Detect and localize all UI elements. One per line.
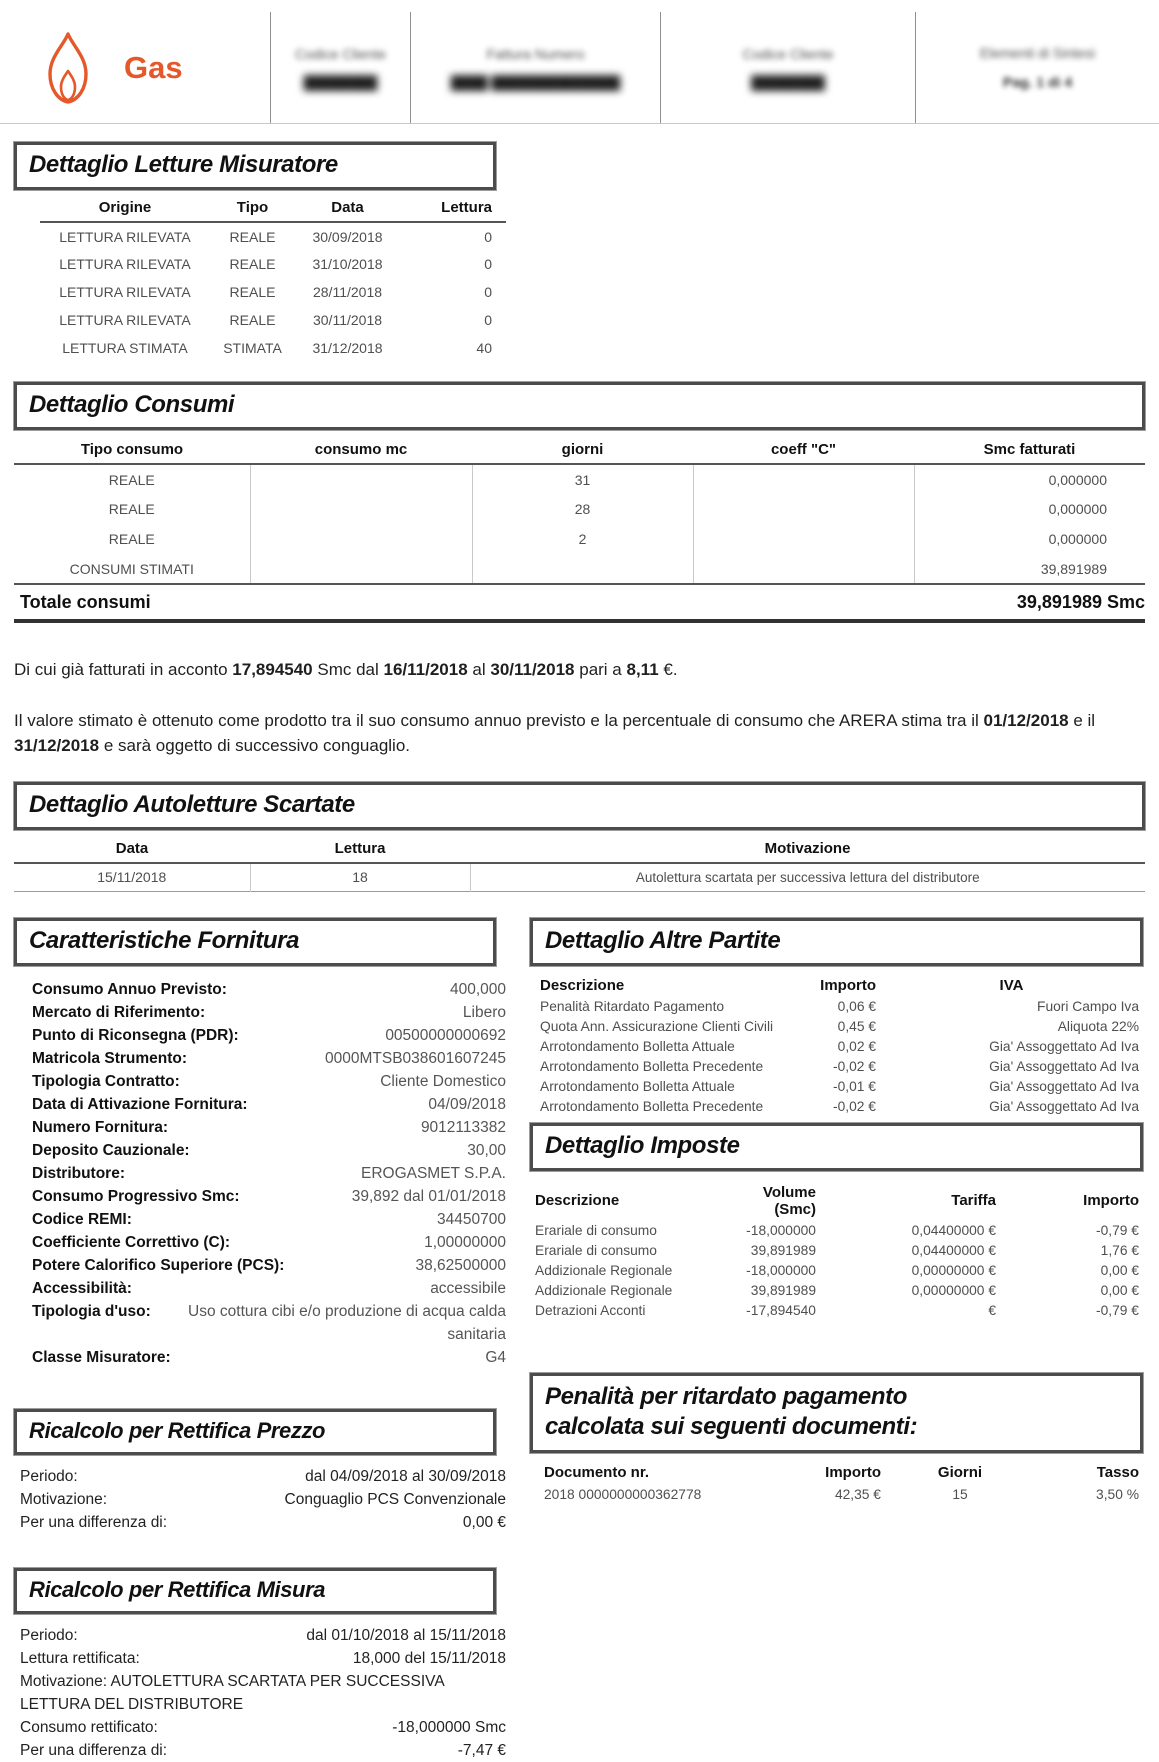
- col-data: Data: [14, 835, 250, 863]
- attribute-label: Consumo Progressivo Smc:: [32, 1187, 240, 1205]
- altre-partite-row: [530, 997, 1143, 1017]
- field-value-redacted: ████ ██████████████: [450, 74, 621, 90]
- cell-tipo: REALE: [229, 228, 276, 245]
- cell-lettura: 0: [484, 312, 492, 328]
- cell-descrizione: Addizionale Regionale: [535, 1283, 673, 1298]
- attribute-label: Mercato di Riferimento:: [32, 1003, 206, 1021]
- attribute-value: Uso cottura cibi e/o produzione di acqua calda sanitaria: [188, 1302, 506, 1343]
- note-stima: [14, 708, 1145, 758]
- supply-attribute-row: [14, 1116, 506, 1139]
- note-text-part: 31/12/2018: [14, 736, 100, 755]
- cell-volume-smc: 39,891989: [750, 1283, 816, 1298]
- gas-bill-page: [0, 12, 1159, 1760]
- rettifica-label: Periodo:: [20, 1626, 78, 1644]
- cell-descrizione: Erariale di consumo: [535, 1223, 657, 1238]
- cell-origine: LETTURA RILEVATA: [59, 256, 191, 272]
- cell-giorni: [472, 554, 693, 584]
- note-text-part: al: [467, 660, 491, 679]
- cell-lettura: 40: [476, 340, 492, 356]
- note-text-part: Di cui già fatturati in acconto: [14, 660, 233, 679]
- penalita-title-line2: calcolata sui seguenti documenti:: [545, 1412, 918, 1440]
- attribute-value: 9012113382: [420, 1118, 506, 1136]
- rettifica-label: Motivazione: AUTOLETTURA SCARTATA PER SUCCESSIVA LETTURA DEL DISTRIBUTORE: [20, 1672, 444, 1713]
- cell-importo: 0,00 €: [1100, 1263, 1139, 1278]
- col-origine: Origine: [40, 194, 210, 222]
- cell-coeff-c: [693, 494, 914, 524]
- cell-tipo: REALE: [229, 312, 276, 328]
- cell-tariffa: 0,04400000 €: [911, 1223, 996, 1238]
- note-text-part: €.: [658, 660, 678, 679]
- cell-tariffa: 0,04400000 €: [911, 1243, 996, 1258]
- cell-iva: Fuori Campo Iva: [1037, 999, 1139, 1014]
- supply-attribute-row: [14, 1162, 506, 1185]
- cell-data: 30/09/2018: [312, 228, 383, 245]
- cell-consumo-mc: [250, 464, 472, 494]
- attribute-label: Potere Calorifico Superiore (PCS):: [32, 1256, 285, 1274]
- col-importo: Importo: [1083, 1192, 1139, 1209]
- altre-partite-row: [530, 1037, 1143, 1057]
- altre-partite-row: [530, 1097, 1143, 1117]
- rettifica-value: dal 04/09/2018 al 30/09/2018: [305, 1467, 506, 1485]
- attribute-value: 39,892 dal 01/01/2018: [351, 1187, 506, 1205]
- cell-coeff-c: [693, 464, 914, 494]
- section-title-altre-partite: Dettaglio Altre Partite: [530, 918, 1143, 966]
- penalita-header-row: [530, 1461, 1143, 1484]
- gas-flame-icon: [42, 30, 94, 106]
- section-title-rettifica-misura: Ricalcolo per Rettifica Misura: [14, 1568, 496, 1614]
- supply-attribute-row: [14, 1346, 506, 1369]
- rettifica-label: Per una differenza di:: [20, 1741, 168, 1759]
- rettifica-label: Lettura rettificata:: [20, 1649, 140, 1667]
- field-label-redacted: Codice Cliente: [742, 45, 834, 62]
- col-importo: Importo: [820, 976, 876, 994]
- cell-data: 28/11/2018: [312, 284, 383, 300]
- cell-smc-fatturati: 0,000000: [914, 494, 1145, 524]
- penalita-table: [530, 1461, 1143, 1505]
- cell-giorni: 28: [472, 494, 693, 524]
- cell-tariffa: 0,00000000 €: [911, 1283, 996, 1298]
- col-motivazione: Motivazione: [470, 835, 1145, 863]
- cell-tipo-consumo: CONSUMI STIMATI: [69, 560, 194, 577]
- cell-importo: 0,45 €: [837, 1019, 876, 1034]
- altre-partite-row: [530, 1057, 1143, 1077]
- attribute-value: 30,00: [467, 1141, 506, 1159]
- note-text-part: 01/12/2018: [983, 711, 1069, 730]
- rettifica-label: Motivazione:: [20, 1490, 108, 1508]
- attribute-value: G4: [485, 1348, 506, 1366]
- imposte-row: [530, 1301, 1143, 1321]
- cell-lettura: 0: [484, 256, 492, 272]
- penalita-title-line1: Penalità per ritardato pagamento: [545, 1382, 907, 1410]
- cell-importo: 0,06 €: [837, 999, 876, 1014]
- consumi-row: [14, 554, 1145, 584]
- cell-descrizione: Erariale di consumo: [535, 1243, 657, 1258]
- cell-tipo-consumo: REALE: [108, 531, 155, 547]
- section-title-letture: Dettaglio Letture Misuratore: [14, 142, 496, 190]
- note-text-part: pari a: [574, 660, 627, 679]
- letture-row: [40, 222, 506, 250]
- cell-tariffa: €: [988, 1303, 996, 1318]
- supply-attribute-row: [14, 1185, 506, 1208]
- page-indicator: Pag. 1 di 4: [1002, 74, 1073, 90]
- letture-table: [40, 194, 506, 362]
- supply-attribute-row: [14, 1231, 506, 1254]
- cell-origine: LETTURA RILEVATA: [59, 284, 191, 300]
- section-letture-misuratore: [0, 142, 1159, 362]
- cell-giorni: 31: [472, 464, 693, 494]
- attribute-value: 1,00000000: [424, 1233, 506, 1251]
- attribute-value: Cliente Domestico: [380, 1072, 506, 1090]
- supply-attribute-row: [14, 1001, 506, 1024]
- section-title-imposte: Dettaglio Imposte: [530, 1123, 1143, 1171]
- note-text-part: 8,11: [626, 660, 659, 679]
- supply-attribute-row: [14, 978, 506, 1001]
- supply-attribute-row: [14, 1208, 506, 1231]
- rettifica-label: Periodo:: [20, 1467, 78, 1485]
- rettifica-row: [14, 1670, 506, 1716]
- col-descrizione: Descrizione: [535, 1192, 620, 1209]
- cell-consumo-mc: [250, 524, 472, 554]
- cell-smc-fatturati: 0,000000: [914, 464, 1145, 494]
- cell-volume-smc: -18,000000: [746, 1263, 816, 1278]
- imposte-row: [530, 1261, 1143, 1281]
- summary-label-redacted: Elementi di Sintesi: [979, 45, 1096, 61]
- bill-header: [0, 12, 1159, 124]
- cell-tipo: REALE: [229, 284, 276, 300]
- col-giorni: giorni: [472, 436, 693, 464]
- attribute-value: 04/09/2018: [428, 1095, 506, 1113]
- attribute-value: 38,62500000: [415, 1256, 506, 1274]
- consumi-table: [14, 436, 1145, 585]
- supply-attribute-row: [14, 1277, 506, 1300]
- header-field-fattura-numero: [410, 12, 660, 123]
- cell-tipo-consumo: REALE: [108, 501, 155, 517]
- note-text-part: Smc dal: [312, 660, 384, 679]
- note-acconto: [14, 657, 1145, 682]
- cell-importo: 42,35 €: [834, 1486, 881, 1502]
- cell-importo: 0,00 €: [1100, 1283, 1139, 1298]
- cell-lettura: 0: [484, 228, 492, 245]
- cell-coeff-c: [693, 524, 914, 554]
- rettifica-value: -18,000000 Smc: [392, 1718, 506, 1736]
- note-text-part: 30/11/2018: [490, 660, 575, 679]
- cell-origine: LETTURA STIMATA: [62, 340, 188, 356]
- attribute-label: Deposito Cauzionale:: [32, 1141, 190, 1159]
- totale-consumi-row: [14, 585, 1145, 623]
- supply-attribute-row: [14, 1093, 506, 1116]
- col-lettura: Lettura: [400, 194, 506, 222]
- letture-header-row: [40, 194, 506, 222]
- cell-consumo-mc: [250, 554, 472, 584]
- supply-attribute-row: [14, 1300, 506, 1346]
- col-tipo: Tipo: [210, 194, 295, 222]
- section-title-autoletture: Dettaglio Autoletture Scartate: [14, 782, 1145, 830]
- cell-smc-fatturati: 0,000000: [914, 524, 1145, 554]
- cell-importo: -0,02 €: [833, 1099, 876, 1114]
- attribute-label: Punto di Riconsegna (PDR):: [32, 1026, 239, 1044]
- cell-tipo: STIMATA: [223, 340, 282, 356]
- attribute-value: 34450700: [437, 1210, 506, 1228]
- cell-importo: 0,02 €: [837, 1039, 876, 1054]
- consumi-row: [14, 524, 1145, 554]
- note-text-part: 17,894540: [232, 660, 313, 679]
- attribute-value: 00500000000692: [385, 1026, 506, 1044]
- cell-importo: -0,79 €: [1096, 1303, 1139, 1318]
- field-label-redacted: Fattura Numero: [486, 45, 585, 62]
- altre-partite-table: [530, 974, 1143, 1117]
- note-text-part: Il valore stimato è ottenuto come prodotto tra il suo consumo annuo previsto e la percentuale di consumo che ARERA stima tra il: [14, 711, 984, 730]
- attribute-label: Matricola Strumento:: [32, 1049, 188, 1067]
- col-descrizione: Descrizione: [540, 976, 625, 994]
- autoletture-table: [14, 835, 1145, 892]
- imposte-header-row: [530, 1181, 1143, 1221]
- altre-header-row: [530, 974, 1143, 997]
- imposte-row: [530, 1241, 1143, 1261]
- col-consumo-mc: consumo mc: [250, 436, 472, 464]
- rettifica-value: -7,47 €: [457, 1741, 506, 1759]
- cell-data: 31/10/2018: [312, 256, 383, 272]
- altre-partite-row: [530, 1017, 1143, 1037]
- cell-lettura: 18: [250, 863, 470, 891]
- imposte-row: [530, 1281, 1143, 1301]
- rettifica-row: [14, 1716, 506, 1739]
- attribute-value: EROGASMET S.P.A.: [360, 1164, 506, 1182]
- col-tariffa: Tariffa: [951, 1192, 996, 1209]
- attribute-label: Numero Fornitura:: [32, 1118, 169, 1136]
- col-importo: Importo: [825, 1463, 881, 1481]
- attribute-label: Tipologia d'uso:: [32, 1302, 151, 1320]
- rettifica-misura-list: [14, 1624, 510, 1762]
- cell-descrizione: Addizionale Regionale: [535, 1263, 673, 1278]
- autoletture-header-row: [14, 835, 1145, 863]
- cell-volume-smc: -18,000000: [746, 1223, 816, 1238]
- cell-motivazione: Autolettura scartata per successiva lettura del distributore: [470, 863, 1145, 891]
- rettifica-value: 0,00 €: [462, 1513, 506, 1531]
- col-tasso: Tasso: [1096, 1463, 1139, 1481]
- consumi-header-row: [14, 436, 1145, 464]
- cell-descrizione: Arrotondamento Bolletta Precedente: [540, 1099, 764, 1114]
- attribute-label: Classe Misuratore:: [32, 1348, 171, 1366]
- col-volume-smc: Volume (Smc): [762, 1183, 816, 1218]
- attribute-label: Distributore:: [32, 1164, 125, 1182]
- col-documento-nr: Documento nr.: [544, 1463, 650, 1481]
- supply-attribute-row: [14, 1139, 506, 1162]
- cell-data: 31/12/2018: [312, 340, 383, 356]
- letture-row: [40, 306, 506, 334]
- cell-iva: Gia' Assoggettato Ad Iva: [989, 1079, 1139, 1094]
- supply-attribute-row: [14, 1024, 506, 1047]
- cell-descrizione: Quota Ann. Assicurazione Clienti Civili: [540, 1019, 774, 1034]
- col-giorni: Giorni: [937, 1463, 983, 1481]
- cell-giorni: 2: [472, 524, 693, 554]
- cell-coeff-c: [693, 554, 914, 584]
- col-data: Data: [295, 194, 400, 222]
- col-coeff-c: coeff "C": [693, 436, 914, 464]
- attribute-value: Libero: [462, 1003, 506, 1021]
- supply-attribute-row: [14, 1254, 506, 1277]
- cell-tariffa: 0,00000000 €: [911, 1263, 996, 1278]
- note-text-part: 16/11/2018: [383, 660, 468, 679]
- attribute-label: Data di Attivazione Fornitura:: [32, 1095, 248, 1113]
- cell-data: 15/11/2018: [97, 869, 167, 886]
- section-title-caratteristiche: Caratteristiche Fornitura: [14, 918, 496, 966]
- section-title-consumi: Dettaglio Consumi: [14, 382, 1145, 430]
- cell-importo: 1,76 €: [1100, 1243, 1139, 1258]
- cell-importo: -0,02 €: [833, 1059, 876, 1074]
- cell-tipo: REALE: [229, 256, 276, 272]
- rettifica-row: [14, 1488, 506, 1511]
- col-smc-fatturati: Smc fatturati: [914, 436, 1145, 464]
- two-column-area: [14, 918, 1145, 1762]
- rettifica-row: [14, 1739, 506, 1762]
- attribute-label: Consumo Annuo Previsto:: [32, 980, 227, 998]
- attribute-value: 400,000: [449, 980, 506, 998]
- section-autoletture: [0, 782, 1159, 892]
- cell-tasso: 3,50 %: [1096, 1486, 1139, 1502]
- attribute-label: Codice REMI:: [32, 1210, 132, 1228]
- autoletture-row: [14, 863, 1145, 891]
- consumi-row: [14, 464, 1145, 494]
- rettifica-value: dal 01/10/2018 al 15/11/2018: [306, 1626, 506, 1644]
- col-iva: IVA: [999, 976, 1024, 994]
- cell-iva: Gia' Assoggettato Ad Iva: [989, 1059, 1139, 1074]
- rettifica-row: [14, 1647, 506, 1670]
- cell-data: 30/11/2018: [312, 312, 383, 328]
- cell-tipo-consumo: REALE: [108, 471, 155, 488]
- rettifica-label: Per una differenza di:: [20, 1513, 168, 1531]
- header-field-codice-cliente-1: [270, 12, 410, 123]
- attribute-label: Coefficiente Correttivo (C):: [32, 1233, 231, 1251]
- cell-iva: Gia' Assoggettato Ad Iva: [989, 1039, 1139, 1054]
- section-consumi: [0, 382, 1159, 623]
- altre-partite-row: [530, 1077, 1143, 1097]
- letture-row: [40, 334, 506, 362]
- cell-iva: Gia' Assoggettato Ad Iva: [989, 1099, 1139, 1114]
- note-text-part: e il: [1068, 711, 1096, 730]
- supply-attribute-row: [14, 1047, 506, 1070]
- cell-origine: LETTURA RILEVATA: [59, 312, 191, 328]
- imposte-table: [530, 1181, 1143, 1321]
- header-field-codice-cliente-2: [660, 12, 915, 123]
- left-column: [14, 918, 510, 1762]
- cell-smc-fatturati: 39,891989: [914, 554, 1145, 584]
- caratteristiche-list: [14, 978, 510, 1369]
- penalita-row: [530, 1484, 1143, 1505]
- col-tipo-consumo: Tipo consumo: [14, 436, 250, 464]
- cell-consumo-mc: [250, 494, 472, 524]
- cell-descrizione: Detrazioni Acconti: [535, 1303, 646, 1318]
- field-label-redacted: Codice Cliente: [294, 45, 387, 62]
- totale-label: Totale consumi: [20, 591, 151, 612]
- cell-volume-smc: -17,894540: [746, 1303, 816, 1318]
- cell-importo: -0,79 €: [1096, 1223, 1139, 1238]
- cell-documento-nr: 2018 0000000000362778: [544, 1486, 702, 1502]
- attribute-value: accessibile: [430, 1279, 506, 1297]
- field-value-redacted: ████████: [751, 74, 825, 90]
- cell-volume-smc: 39,891989: [750, 1243, 816, 1258]
- cell-descrizione: Arrotondamento Bolletta Precedente: [540, 1059, 764, 1074]
- field-value-redacted: ████████: [303, 74, 378, 90]
- rettifica-row: [14, 1465, 506, 1488]
- right-column: [530, 918, 1143, 1505]
- rettifica-row: [14, 1511, 506, 1534]
- section-title-rettifica-prezzo: Ricalcolo per Rettifica Prezzo: [14, 1409, 496, 1455]
- cell-descrizione: Arrotondamento Bolletta Attuale: [540, 1079, 735, 1094]
- cell-origine: LETTURA RILEVATA: [59, 228, 191, 245]
- product-label: Gas: [124, 49, 183, 85]
- cell-importo: -0,01 €: [833, 1079, 876, 1094]
- rettifica-value: 18,000 del 15/11/2018: [352, 1649, 506, 1667]
- brand-area: [0, 12, 270, 123]
- cell-giorni: 15: [952, 1486, 968, 1502]
- consumi-row: [14, 494, 1145, 524]
- totale-value: 39,891989 Smc: [1016, 591, 1145, 612]
- cell-iva: Aliquota 22%: [1057, 1019, 1139, 1034]
- attribute-value: 0000MTSB038601607245: [325, 1049, 506, 1067]
- supply-attribute-row: [14, 1070, 506, 1093]
- rettifica-row: [14, 1624, 506, 1647]
- cell-lettura: 0: [484, 284, 492, 300]
- note-text-part: e sarà oggetto di successivo conguaglio.: [99, 736, 411, 755]
- section-title-penalita: [530, 1373, 1143, 1453]
- rettifica-prezzo-list: [14, 1465, 510, 1534]
- cell-descrizione: Penalità Ritardato Pagamento: [540, 999, 725, 1014]
- letture-row: [40, 278, 506, 306]
- rettifica-label: Consumo rettificato:: [20, 1718, 158, 1736]
- attribute-label: Accessibilità:: [32, 1279, 132, 1297]
- imposte-row: [530, 1221, 1143, 1241]
- attribute-label: Tipologia Contratto:: [32, 1072, 180, 1090]
- col-lettura: Lettura: [250, 835, 470, 863]
- cell-descrizione: Arrotondamento Bolletta Attuale: [540, 1039, 735, 1054]
- rettifica-value: Conguaglio PCS Convenzionale: [284, 1490, 506, 1508]
- header-summary-area: [915, 12, 1159, 123]
- letture-row: [40, 250, 506, 278]
